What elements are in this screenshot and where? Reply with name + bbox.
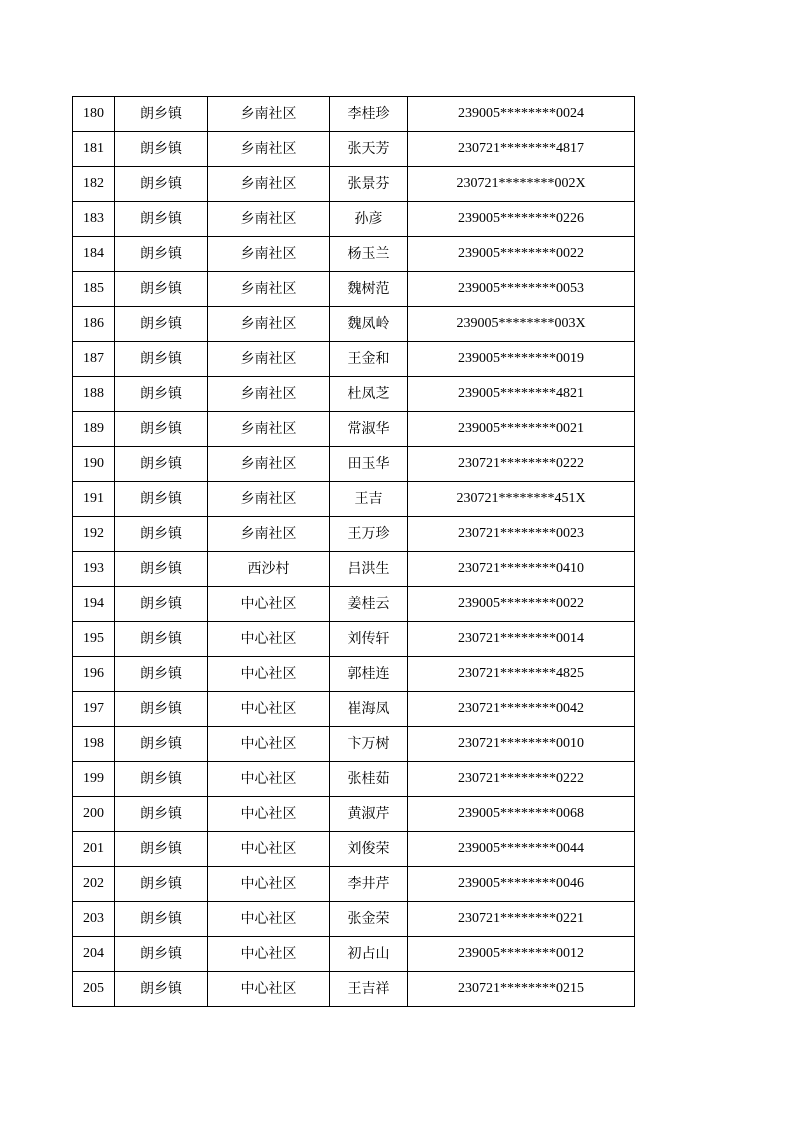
town-cell: 朗乡镇 [115, 832, 208, 867]
row-number-cell: 198 [73, 727, 115, 762]
community-cell: 乡南社区 [208, 272, 330, 307]
table-row [73, 867, 635, 902]
person-name-cell: 张景芬 [330, 167, 408, 202]
row-number-cell: 205 [73, 972, 115, 1007]
community-cell: 中心社区 [208, 972, 330, 1007]
person-name-cell: 张金荣 [330, 902, 408, 937]
person-name-cell: 崔海凤 [330, 692, 408, 727]
id-number-cell: 239005********0068 [408, 797, 635, 832]
person-name-cell: 姜桂云 [330, 587, 408, 622]
id-number-cell: 230721********451X [408, 482, 635, 517]
row-number-cell: 186 [73, 307, 115, 342]
person-name-cell: 吕洪生 [330, 552, 408, 587]
town-cell: 朗乡镇 [115, 622, 208, 657]
town-cell: 朗乡镇 [115, 377, 208, 412]
town-cell: 朗乡镇 [115, 972, 208, 1007]
table-row [73, 762, 635, 797]
id-number-cell: 239005********0012 [408, 937, 635, 972]
id-number-cell: 230721********0222 [408, 447, 635, 482]
person-name-cell: 李井芹 [330, 867, 408, 902]
person-name-cell: 李桂珍 [330, 97, 408, 132]
table-row [73, 482, 635, 517]
community-cell: 西沙村 [208, 552, 330, 587]
community-cell: 乡南社区 [208, 202, 330, 237]
id-number-cell: 230721********4817 [408, 132, 635, 167]
table-row [73, 692, 635, 727]
town-cell: 朗乡镇 [115, 587, 208, 622]
id-number-cell: 239005********0044 [408, 832, 635, 867]
table-row [73, 377, 635, 412]
id-number-cell: 239005********003X [408, 307, 635, 342]
person-name-cell: 魏树范 [330, 272, 408, 307]
row-number-cell: 195 [73, 622, 115, 657]
town-cell: 朗乡镇 [115, 867, 208, 902]
person-name-cell: 杜凤芝 [330, 377, 408, 412]
id-number-cell: 230721********0014 [408, 622, 635, 657]
row-number-cell: 193 [73, 552, 115, 587]
id-number-cell: 239005********0053 [408, 272, 635, 307]
id-number-cell: 239005********0019 [408, 342, 635, 377]
town-cell: 朗乡镇 [115, 762, 208, 797]
town-cell: 朗乡镇 [115, 727, 208, 762]
table-row [73, 587, 635, 622]
table-row [73, 307, 635, 342]
community-cell: 中心社区 [208, 797, 330, 832]
community-cell: 乡南社区 [208, 237, 330, 272]
row-number-cell: 185 [73, 272, 115, 307]
roster-table [72, 96, 635, 1007]
community-cell: 乡南社区 [208, 167, 330, 202]
id-number-cell: 230721********0042 [408, 692, 635, 727]
town-cell: 朗乡镇 [115, 132, 208, 167]
table-row [73, 832, 635, 867]
town-cell: 朗乡镇 [115, 657, 208, 692]
person-name-cell: 杨玉兰 [330, 237, 408, 272]
id-number-cell: 239005********0021 [408, 412, 635, 447]
person-name-cell: 刘传轩 [330, 622, 408, 657]
community-cell: 中心社区 [208, 832, 330, 867]
row-number-cell: 194 [73, 587, 115, 622]
person-name-cell: 王金和 [330, 342, 408, 377]
town-cell: 朗乡镇 [115, 552, 208, 587]
person-name-cell: 王万珍 [330, 517, 408, 552]
person-name-cell: 卞万树 [330, 727, 408, 762]
community-cell: 乡南社区 [208, 307, 330, 342]
town-cell: 朗乡镇 [115, 692, 208, 727]
table-row [73, 797, 635, 832]
table-row [73, 167, 635, 202]
community-cell: 乡南社区 [208, 132, 330, 167]
person-name-cell: 王吉 [330, 482, 408, 517]
roster-table-body [73, 97, 635, 1007]
community-cell: 中心社区 [208, 622, 330, 657]
community-cell: 中心社区 [208, 902, 330, 937]
id-number-cell: 239005********0046 [408, 867, 635, 902]
community-cell: 乡南社区 [208, 97, 330, 132]
table-row [73, 552, 635, 587]
person-name-cell: 田玉华 [330, 447, 408, 482]
town-cell: 朗乡镇 [115, 272, 208, 307]
person-name-cell: 张天芳 [330, 132, 408, 167]
community-cell: 乡南社区 [208, 412, 330, 447]
community-cell: 乡南社区 [208, 377, 330, 412]
person-name-cell: 王吉祥 [330, 972, 408, 1007]
town-cell: 朗乡镇 [115, 202, 208, 237]
table-row [73, 97, 635, 132]
row-number-cell: 196 [73, 657, 115, 692]
town-cell: 朗乡镇 [115, 482, 208, 517]
row-number-cell: 192 [73, 517, 115, 552]
community-cell: 中心社区 [208, 657, 330, 692]
town-cell: 朗乡镇 [115, 447, 208, 482]
person-name-cell: 郭桂连 [330, 657, 408, 692]
table-row [73, 937, 635, 972]
community-cell: 中心社区 [208, 727, 330, 762]
row-number-cell: 180 [73, 97, 115, 132]
row-number-cell: 182 [73, 167, 115, 202]
person-name-cell: 刘俊荣 [330, 832, 408, 867]
id-number-cell: 230721********002X [408, 167, 635, 202]
id-number-cell: 230721********0215 [408, 972, 635, 1007]
community-cell: 乡南社区 [208, 342, 330, 377]
town-cell: 朗乡镇 [115, 412, 208, 447]
row-number-cell: 191 [73, 482, 115, 517]
town-cell: 朗乡镇 [115, 937, 208, 972]
person-name-cell: 魏凤岭 [330, 307, 408, 342]
table-row [73, 447, 635, 482]
community-cell: 中心社区 [208, 867, 330, 902]
table-row [73, 237, 635, 272]
person-name-cell: 常淑华 [330, 412, 408, 447]
town-cell: 朗乡镇 [115, 307, 208, 342]
town-cell: 朗乡镇 [115, 167, 208, 202]
row-number-cell: 187 [73, 342, 115, 377]
row-number-cell: 202 [73, 867, 115, 902]
town-cell: 朗乡镇 [115, 902, 208, 937]
community-cell: 中心社区 [208, 587, 330, 622]
town-cell: 朗乡镇 [115, 237, 208, 272]
town-cell: 朗乡镇 [115, 517, 208, 552]
person-name-cell: 黄淑芹 [330, 797, 408, 832]
table-row [73, 132, 635, 167]
row-number-cell: 199 [73, 762, 115, 797]
id-number-cell: 239005********4821 [408, 377, 635, 412]
row-number-cell: 189 [73, 412, 115, 447]
table-row [73, 272, 635, 307]
community-cell: 中心社区 [208, 762, 330, 797]
town-cell: 朗乡镇 [115, 797, 208, 832]
table-row [73, 657, 635, 692]
id-number-cell: 230721********0410 [408, 552, 635, 587]
town-cell: 朗乡镇 [115, 342, 208, 377]
row-number-cell: 197 [73, 692, 115, 727]
person-name-cell: 孙彦 [330, 202, 408, 237]
community-cell: 中心社区 [208, 937, 330, 972]
row-number-cell: 204 [73, 937, 115, 972]
id-number-cell: 230721********0023 [408, 517, 635, 552]
id-number-cell: 239005********0022 [408, 237, 635, 272]
town-cell: 朗乡镇 [115, 97, 208, 132]
community-cell: 中心社区 [208, 692, 330, 727]
row-number-cell: 184 [73, 237, 115, 272]
row-number-cell: 200 [73, 797, 115, 832]
id-number-cell: 239005********0226 [408, 202, 635, 237]
row-number-cell: 188 [73, 377, 115, 412]
person-name-cell: 张桂茹 [330, 762, 408, 797]
row-number-cell: 181 [73, 132, 115, 167]
row-number-cell: 183 [73, 202, 115, 237]
table-row [73, 202, 635, 237]
id-number-cell: 230721********0221 [408, 902, 635, 937]
row-number-cell: 201 [73, 832, 115, 867]
community-cell: 乡南社区 [208, 447, 330, 482]
table-row [73, 972, 635, 1007]
id-number-cell: 230721********0222 [408, 762, 635, 797]
community-cell: 乡南社区 [208, 517, 330, 552]
table-row [73, 727, 635, 762]
id-number-cell: 230721********0010 [408, 727, 635, 762]
table-row [73, 622, 635, 657]
table-row [73, 902, 635, 937]
table-row [73, 517, 635, 552]
id-number-cell: 230721********4825 [408, 657, 635, 692]
table-row [73, 342, 635, 377]
id-number-cell: 239005********0022 [408, 587, 635, 622]
row-number-cell: 190 [73, 447, 115, 482]
id-number-cell: 239005********0024 [408, 97, 635, 132]
person-name-cell: 初占山 [330, 937, 408, 972]
row-number-cell: 203 [73, 902, 115, 937]
community-cell: 乡南社区 [208, 482, 330, 517]
table-row [73, 412, 635, 447]
